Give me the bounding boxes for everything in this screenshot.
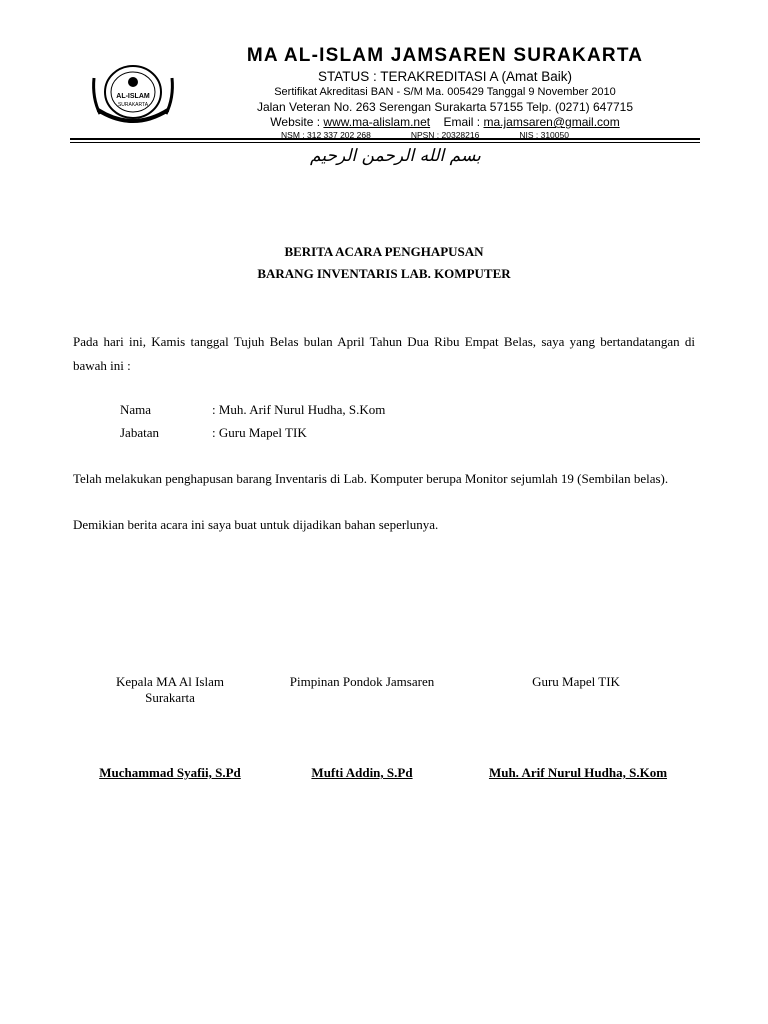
statement-paragraph: Telah melakukan penghapusan barang Inventaris di Lab. Komputer berupa Monitor sejumlah 19 (Sembilan belas).	[73, 471, 669, 486]
opening-paragraph: Pada hari ini, Kamis tanggal Tujuh Belas bulan April Tahun Dua Ribu Empat Belas, saya yang bertandatangan di bawah ini :	[73, 334, 695, 373]
role1-line2: Surakarta	[145, 690, 195, 705]
position-label: Jabatan	[120, 425, 159, 440]
role1-line1: Kepala MA Al Islam	[116, 674, 224, 689]
name-label: Nama	[120, 402, 152, 417]
email-link[interactable]: ma.jamsaren@gmail.com	[483, 115, 620, 129]
email-label: Email :	[443, 115, 484, 129]
accreditation-status: STATUS : TERAKREDITASI A (Amat Baik)	[317, 69, 573, 84]
accreditation-certificate: Sertifikat Akreditasi BAN - S/M Ma. 005429 Tanggal 9 November 2010	[274, 86, 616, 98]
basmala: بسم الله الرحمن الرحيم	[310, 146, 481, 166]
letterhead	[70, 42, 700, 140]
letterhead-text	[190, 42, 700, 141]
signatory-role-headmaster	[90, 674, 250, 706]
signatory-name-pondok-leader: Mufti Addin, S.Pd	[311, 765, 413, 780]
position-value: : Guru Mapel TIK	[212, 425, 307, 440]
signatory-name-tik-teacher: Muh. Arif Nurul Hudha, S.Kom	[488, 765, 668, 780]
school-address: Jalan Veteran No. 263 Serengan Surakarta 57155 Telp. (0271) 647715	[256, 100, 634, 114]
school-name: MA AL-ISLAM JAMSAREN SURAKARTA	[246, 45, 644, 66]
website-link[interactable]: www.ma-alislam.net	[323, 115, 431, 129]
npsn: NPSN : 20328216	[410, 130, 480, 140]
header-divider-thin	[70, 142, 700, 143]
signatory-role-tik-teacher: Guru Mapel TIK	[532, 674, 620, 689]
contact-line	[190, 115, 700, 130]
logo-text: AL-ISLAM	[116, 93, 150, 100]
document-title-line2: BARANG INVENTARIS LAB. KOMPUTER	[257, 266, 511, 281]
website-label: Website :	[270, 115, 324, 129]
signatory-name-headmaster: Muchammad Syafii, S.Pd	[99, 765, 241, 780]
document-title-line1: BERITA ACARA PENGHAPUSAN	[284, 244, 484, 259]
header-divider-thick	[70, 138, 700, 140]
nis: NIS : 310050	[519, 130, 569, 140]
name-value: : Muh. Arif Nurul Hudha, S.Kom	[212, 402, 386, 417]
signatory-role-pondok-leader: Pimpinan Pondok Jamsaren	[289, 674, 435, 689]
closing-paragraph: Demikian berita acara ini saya buat untuk dijadikan bahan seperlunya.	[73, 517, 439, 532]
school-logo-icon	[88, 58, 178, 132]
nsm: NSM : 312 337 202 268	[281, 130, 371, 140]
logo-sub: SURAKARTA	[117, 102, 149, 108]
